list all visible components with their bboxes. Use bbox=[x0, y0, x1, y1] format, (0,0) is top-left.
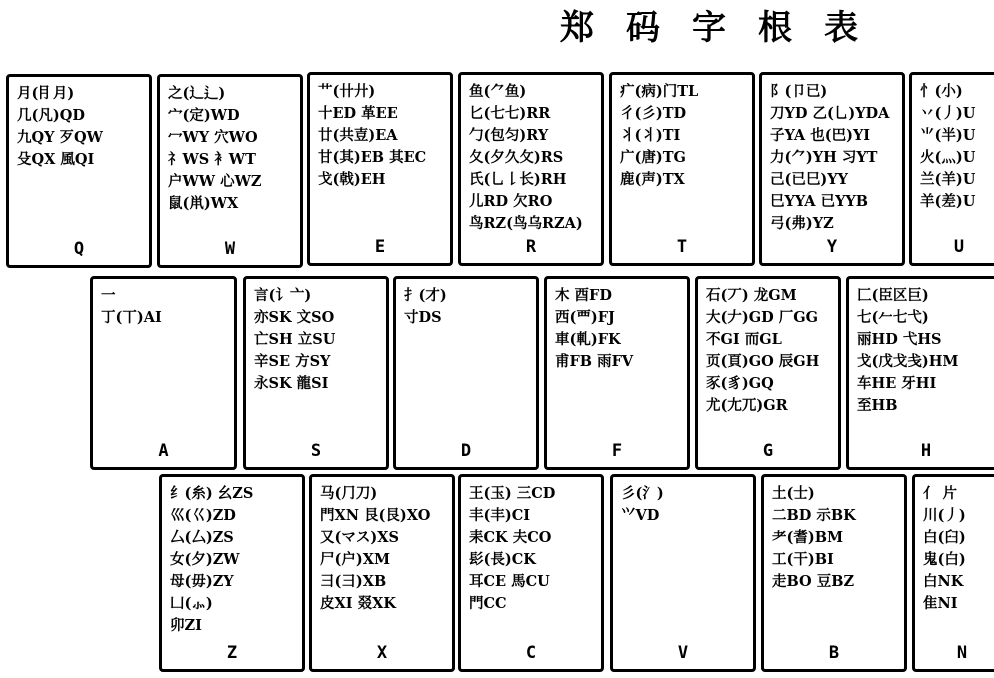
radical-line: 扌(才) bbox=[404, 287, 447, 304]
radical-line: 彳(彡)TD bbox=[620, 105, 687, 122]
radical-line: 母(毋)ZY bbox=[170, 573, 234, 590]
radical-line: 巳YYA 已YYB bbox=[770, 193, 869, 210]
radical-line: 宀(定)WD bbox=[168, 107, 240, 124]
radical-line: 彡(氵) bbox=[621, 485, 664, 502]
key-n bbox=[912, 474, 994, 672]
radical-line: 走BO 豆BZ bbox=[772, 573, 855, 590]
radical-line: 亻 片 bbox=[923, 485, 958, 502]
key-x-radicals bbox=[320, 483, 448, 615]
radical-line: 亦SK 文SO bbox=[254, 309, 335, 326]
radical-line: 豕(豸)GQ bbox=[706, 375, 774, 392]
radical-line: 户WW 心WZ bbox=[168, 173, 262, 190]
radical-line: 大(𠂇)GD 厂GG bbox=[706, 309, 818, 326]
radical-line: 艹(卄廾) bbox=[318, 83, 376, 100]
radical-line: 马(⺆刀) bbox=[320, 485, 378, 502]
key-h-radicals bbox=[857, 285, 994, 417]
radical-line: 門CC bbox=[469, 595, 507, 612]
radical-line: 十ED 革EE bbox=[318, 105, 398, 122]
radical-line: 戈(戟)EH bbox=[318, 171, 386, 188]
radical-line: 工(干)BI bbox=[772, 551, 834, 568]
radical-line: 匕(七七)RR bbox=[469, 105, 551, 122]
radical-line: 王(玉) 三CD bbox=[469, 485, 556, 502]
radical-line: 页(頁)GO 辰GH bbox=[706, 353, 820, 370]
key-letter: R bbox=[525, 237, 537, 257]
radical-line: 川(丿) bbox=[923, 507, 966, 524]
key-t-radicals bbox=[620, 81, 748, 191]
radical-line: 羊(差)U bbox=[920, 193, 976, 210]
key-z bbox=[159, 474, 305, 672]
radical-line: 隹NI bbox=[923, 595, 958, 612]
key-t bbox=[609, 72, 755, 266]
key-u bbox=[909, 72, 994, 266]
key-w-radicals bbox=[168, 83, 296, 215]
key-letter: D bbox=[460, 441, 472, 461]
radical-line: 夂(夕久攵)RS bbox=[469, 149, 564, 166]
radical-line: 子YA 也(巴)YI bbox=[770, 127, 871, 144]
radical-line: 門XN 艮(艮)XO bbox=[320, 507, 431, 524]
radical-line: 车HE 牙HI bbox=[857, 375, 937, 392]
key-y-radicals bbox=[770, 81, 898, 235]
key-d-radicals bbox=[404, 285, 532, 329]
radical-line: 尸(户)XM bbox=[320, 551, 391, 568]
key-s-radicals bbox=[254, 285, 382, 395]
key-f-radicals bbox=[555, 285, 683, 373]
radical-line: 七(𠂉七弋) bbox=[857, 309, 929, 326]
radical-line: 丽HD 弋HS bbox=[857, 331, 942, 348]
key-d bbox=[393, 276, 539, 470]
radical-line: ⺍VD bbox=[621, 507, 660, 524]
radical-line: 至HB bbox=[857, 397, 898, 414]
radical-line: 廿(共壴)EA bbox=[318, 127, 398, 144]
radical-line: 木 酉FD bbox=[555, 287, 612, 304]
radical-line: 甫FB 雨FV bbox=[555, 353, 634, 370]
radical-line: 纟(糸) 幺ZS bbox=[170, 485, 254, 502]
key-r bbox=[458, 72, 604, 266]
radical-line: 白(臼) bbox=[923, 529, 966, 546]
key-b-radicals bbox=[772, 483, 900, 593]
key-letter: G bbox=[762, 441, 774, 461]
key-letter: E bbox=[374, 237, 386, 257]
radical-line: 丁(丅)AI bbox=[101, 309, 162, 326]
key-letter: Y bbox=[826, 237, 838, 257]
radical-line: 又(マス)XS bbox=[320, 529, 399, 546]
radical-line: 礻WS 衤WT bbox=[168, 151, 256, 168]
key-h bbox=[846, 276, 994, 470]
key-x bbox=[309, 474, 455, 672]
key-letter: N bbox=[956, 643, 968, 663]
radical-line: 弓(弗)YZ bbox=[770, 215, 834, 232]
radical-line: 土(士) bbox=[772, 485, 815, 502]
radical-line: ⺌(半)U bbox=[920, 127, 976, 144]
key-letter: V bbox=[677, 643, 689, 663]
radical-line: 言(讠亠) bbox=[254, 287, 312, 304]
radical-line: 車(軋)FK bbox=[555, 331, 621, 348]
radical-line: 儿RD 欠RO bbox=[469, 193, 553, 210]
radical-line: 凵(⺗) bbox=[170, 595, 213, 612]
key-letter: B bbox=[828, 643, 840, 663]
key-v-radicals bbox=[621, 483, 749, 527]
key-s bbox=[243, 276, 389, 470]
title-char-1: 郑 bbox=[560, 8, 604, 48]
radical-line: 兰(羊)U bbox=[920, 171, 976, 188]
title-char-2: 码 bbox=[626, 8, 670, 48]
key-g-radicals bbox=[706, 285, 834, 417]
radical-line: 阝(卩已) bbox=[770, 83, 828, 100]
key-letter: Z bbox=[226, 643, 238, 663]
radical-line: 卯ZI bbox=[170, 617, 202, 634]
radical-line: 鹿(声)TX bbox=[620, 171, 685, 188]
radical-line: 丬(丬)TI bbox=[620, 127, 681, 144]
radical-line: 丷(丿)U bbox=[920, 105, 976, 122]
key-letter: S bbox=[310, 441, 322, 461]
radical-line: 火(灬)U bbox=[920, 149, 976, 166]
radical-line: 勹(包匀)RY bbox=[469, 127, 549, 144]
key-n-radicals bbox=[923, 483, 994, 615]
key-c-radicals bbox=[469, 483, 597, 615]
radical-line: 耂(耆)BM bbox=[772, 529, 844, 546]
radical-line: 不GI 而GL bbox=[706, 331, 782, 348]
title-char-3: 字 bbox=[692, 8, 736, 48]
key-letter: C bbox=[525, 643, 537, 663]
radical-line: 女(夕)ZW bbox=[170, 551, 240, 568]
radical-line: 九QY 歹QW bbox=[17, 129, 103, 146]
radical-line: 月(⺝月) bbox=[17, 85, 75, 102]
radical-line: 鼠(鼡)WX bbox=[168, 195, 239, 212]
key-letter: Q bbox=[73, 239, 85, 259]
radical-line: 忄(小) bbox=[920, 83, 963, 100]
radical-line: 白NK bbox=[923, 573, 964, 590]
radical-line: 辛SE 方SY bbox=[254, 353, 331, 370]
radical-line: 疒(病)门TL bbox=[620, 83, 699, 100]
radical-line: 鸟RZ(鸟乌RZA) bbox=[469, 215, 583, 232]
key-g bbox=[695, 276, 841, 470]
key-f bbox=[544, 276, 690, 470]
key-letter: U bbox=[953, 237, 965, 257]
radical-line: 戈(戊戈戋)HM bbox=[857, 353, 959, 370]
key-a-radicals bbox=[101, 285, 230, 329]
key-w bbox=[157, 74, 303, 268]
radical-line: 甘(其)EB 其EC bbox=[318, 149, 427, 166]
radical-line: 冖WY 穴WO bbox=[168, 129, 258, 146]
key-b bbox=[761, 474, 907, 672]
radical-line: 亡SH 立SU bbox=[254, 331, 336, 348]
radical-line: 氏(乚𠄌长)RH bbox=[469, 171, 567, 188]
radical-line: 耳CE 馬CU bbox=[469, 573, 550, 590]
page-title bbox=[560, 0, 890, 49]
radical-line: 永SK 龍SI bbox=[254, 375, 329, 392]
radical-line: 刀YD 乙(乚)YDA bbox=[770, 105, 890, 122]
radical-line: 寸DS bbox=[404, 309, 442, 326]
key-letter: A bbox=[158, 441, 169, 461]
key-letter: W bbox=[224, 239, 236, 259]
radical-line: 耒CK 夫CO bbox=[469, 529, 552, 546]
key-letter: H bbox=[920, 441, 932, 461]
radical-line: 匚(臣区巨) bbox=[857, 287, 929, 304]
key-a bbox=[90, 276, 237, 470]
radical-line: 丰(丰)CI bbox=[469, 507, 531, 524]
radical-line: 西(覀)FJ bbox=[555, 309, 615, 326]
radical-line: 几(凡)QD bbox=[17, 107, 85, 124]
key-letter: F bbox=[611, 441, 623, 461]
radical-line: 殳QX 風QI bbox=[17, 151, 95, 168]
key-y bbox=[759, 72, 905, 266]
key-letter: T bbox=[676, 237, 688, 257]
key-letter: X bbox=[376, 643, 388, 663]
key-q bbox=[6, 74, 152, 268]
radical-line: 尤(尢兀)GR bbox=[706, 397, 788, 414]
radical-line: 广(唐)TG bbox=[620, 149, 686, 166]
radical-line: 一 bbox=[101, 287, 116, 304]
key-q-radicals bbox=[17, 83, 145, 171]
key-r-radicals bbox=[469, 81, 597, 235]
radical-line: 厶(厶)ZS bbox=[170, 529, 234, 546]
key-e-radicals bbox=[318, 81, 446, 191]
radical-line: 巛(巜)ZD bbox=[170, 507, 236, 524]
key-z-radicals bbox=[170, 483, 298, 637]
title-char-4: 根 bbox=[758, 8, 802, 48]
radical-line: 石(丆) 龙GM bbox=[706, 287, 797, 304]
radical-line: 之(辶⻍) bbox=[168, 85, 226, 102]
radical-line: 二BD 示BK bbox=[772, 507, 856, 524]
radical-line: 皮XI 叕XK bbox=[320, 595, 396, 612]
radical-line: 力(⺈)YH 习YT bbox=[770, 149, 878, 166]
key-e bbox=[307, 72, 453, 266]
radical-line: 鱼(⺈⻥) bbox=[469, 83, 527, 100]
radical-line: 彐(⺕)XB bbox=[320, 573, 387, 590]
key-c bbox=[458, 474, 604, 672]
title-char-5: 表 bbox=[824, 8, 868, 48]
key-u-radicals bbox=[920, 81, 994, 213]
radical-line: 己(已巳)YY bbox=[770, 171, 848, 188]
radical-line: 鬼(白) bbox=[923, 551, 966, 568]
key-v bbox=[610, 474, 756, 672]
radical-line: 髟(長)CK bbox=[469, 551, 536, 568]
